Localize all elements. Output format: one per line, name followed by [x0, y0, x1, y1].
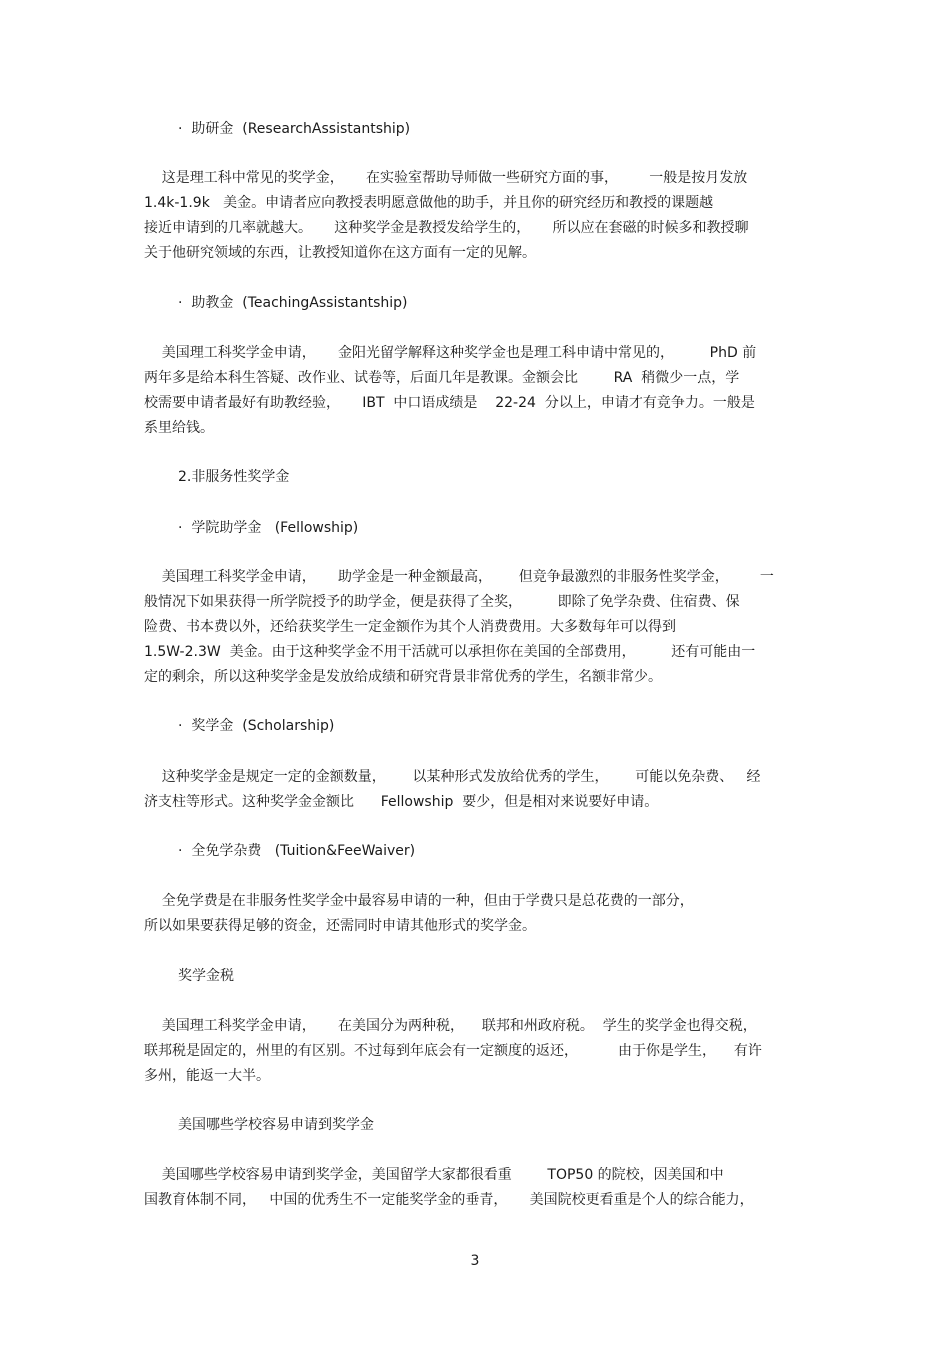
text-line: 全免学费是在非服务性奖学金中最容易申请的一种，但由于学费只是总花费的一部分，: [144, 893, 694, 909]
heading-teaching-assistantship: · 助教金 (TeachingAssistantship): [178, 295, 408, 311]
text-line: 接近申请到的几率就越大。 这种奖学金是教授发给学生的， 所以应在套磁的时候多和教授聊: [144, 220, 749, 236]
paragraph-tuition-fee-waiver: [144, 889, 812, 939]
page-number: 3: [470, 1253, 480, 1269]
text-line: 美国哪些学校容易申请到奖学金，美国留学大家都很看重 TOP50 的院校，因美国和中: [144, 1167, 724, 1183]
heading-tuition-fee-waiver: · 全免学杂费 (Tuition&FeeWaiver): [178, 843, 416, 859]
paragraph-teaching-assistantship: [144, 341, 812, 441]
heading-which-schools: 美国哪些学校容易申请到奖学金: [178, 1117, 374, 1133]
paragraph-which-schools: [144, 1163, 812, 1213]
heading-scholarship-tax: 奖学金税: [178, 968, 234, 984]
text-line: 国教育体制不同， 中国的优秀生不一定能奖学金的垂青， 美国院校更看重是个人的综合能力，: [144, 1192, 754, 1208]
text-line: 美国理工科奖学金申请， 在美国分为两种税， 联邦和州政府税。 学生的奖学金也得交税，: [144, 1018, 757, 1034]
heading-fellowship: · 学院助学金 (Fellowship): [178, 520, 359, 536]
heading-scholarship: · 奖学金 (Scholarship): [178, 718, 335, 734]
text-line: 美国理工科奖学金申请， 金阳光留学解释这种奖学金也是理工科申请中常见的， PhD 前: [144, 345, 757, 361]
paragraph-research-assistantship: [144, 166, 812, 266]
heading-non-service-scholarships: 2.非服务性奖学金: [178, 469, 290, 485]
paragraph-fellowship: [144, 565, 812, 690]
text-line: 济支柱等形式。这种奖学金金额比 Fellowship 要少，但是相对来说要好申请。: [144, 794, 659, 810]
paragraph-scholarship-tax: [144, 1014, 812, 1089]
text-line: 定的剩余，所以这种奖学金是发放给成绩和研究背景非常优秀的学生，名额非常少。: [144, 669, 662, 685]
text-line: 美国理工科奖学金申请， 助学金是一种金额最高， 但竞争最激烈的非服务性奖学金， 一: [144, 569, 774, 585]
text-line: 联邦税是固定的，州里的有区别。不过每到年底会有一定额度的返还， 由于你是学生， 有许: [144, 1043, 762, 1059]
text-line: 般情况下如果获得一所学院授予的助学金，便是获得了全奖， 即除了免学杂费、住宿费、保: [144, 594, 740, 610]
text-line: 1.4k-1.9k 美金。申请者应向教授表明愿意做他的助手，并且你的研究经历和教授的课题越: [144, 195, 714, 211]
text-line: 所以如果要获得足够的资金，还需同时申请其他形式的奖学金。: [144, 918, 536, 934]
text-line: 险费、书本费以外，还给获奖学生一定金额作为其个人消费费用。大多数每年可以得到: [144, 619, 676, 635]
text-line: 关于他研究领域的东西，让教授知道你在这方面有一定的见解。: [144, 245, 536, 261]
text-line: 多州，能返一大半。: [144, 1068, 270, 1084]
text-line: 校需要申请者最好有助教经验， IBT 中口语成绩是 22-24 分以上，申请才有竞争力。一般是: [144, 395, 755, 411]
heading-research-assistantship: · 助研金 (ResearchAssistantship): [178, 121, 411, 137]
text-line: 系里给钱。: [144, 420, 214, 436]
paragraph-scholarship: [144, 765, 812, 815]
text-line: 这种奖学金是规定一定的金额数量， 以某种形式发放给优秀的学生， 可能以免杂费、 经: [144, 769, 761, 785]
text-line: 两年多是给本科生答疑、改作业、试卷等，后面几年是教课。金额会比 RA 稍微少一点，学: [144, 370, 740, 386]
text-line: 1.5W-2.3W 美金。由于这种奖学金不用干活就可以承担你在美国的全部费用， 还有可能由一: [144, 644, 756, 660]
text-line: 这是理工科中常见的奖学金， 在实验室帮助导师做一些研究方面的事， 一般是按月发放: [144, 170, 748, 186]
